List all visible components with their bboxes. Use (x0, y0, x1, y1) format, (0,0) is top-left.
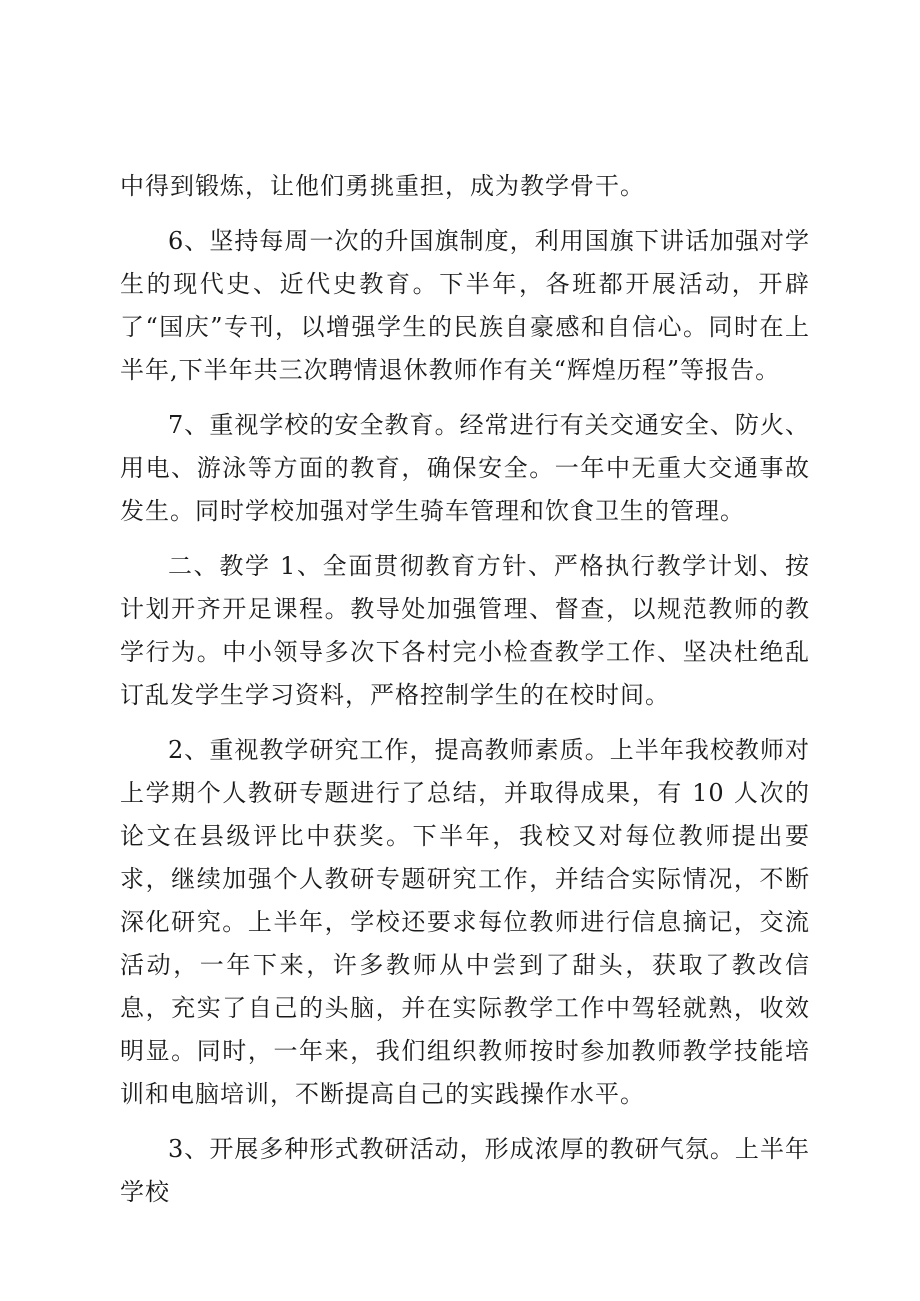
paragraph-continuation: 中得到锻炼，让他们勇挑重担，成为教学骨干。 (120, 172, 645, 200)
paragraph-item-7: 7、重视学校的安全教育。经常进行有关交通安全、防火、用电、游泳等方面的教育，确保安全。一年中无重大交通事故发生。同时学校加强对学生骑车管理和饮食卫生的管理。 (120, 411, 810, 525)
paragraph-item-3: 3、开展多种形式教研活动，形成浓厚的教研气氛。上半年学校 (120, 1135, 810, 1206)
paragraph-item-6: 6、坚持每周一次的升国旗制度，利用国旗下讲话加强对学生的现代史、近代史教育。下半年，各班都开展活动，开辟了“国庆”专刊，以增强学生的民族自豪感和自信心。同时在上半年,下半年共三次聘情退休教师作有关“辉煌历程”等报告。 (120, 227, 810, 384)
document-body (120, 165, 810, 1214)
paragraph-section-teaching: 二、教学 1、全面贯彻教育方针、严格执行教学计划、按计划开齐开足课程。教导处加强管理、督查，以规范教师的教学行为。中小领导多次下各村完小检查教学工作、坚决杜绝乱订乱发学生学习资料，严格控制学生的在校时间。 (120, 552, 810, 709)
paragraph-item-2: 2、重视教学研究工作，提高教师素质。上半年我校教师对上学期个人教研专题进行了总结，并取得成果，有 10 人次的论文在县级评比中获奖。下半年，我校又对每位教师提出要求，继续加强个人教研专题研究工作，并结合实际情况，不断深化研究。上半年，学校还要求每位教师进行信息摘记，交流活动，一年下来，许多教师从中尝到了甜头，获取了教改信息，充实了自己的头脑，并在实际教学工作中驾轻就熟，收效明显。同时，一年来，我们组织教师按时参加教师教学技能培训和电脑培训，不断提高自己的实践操作水平。 (120, 736, 810, 1108)
